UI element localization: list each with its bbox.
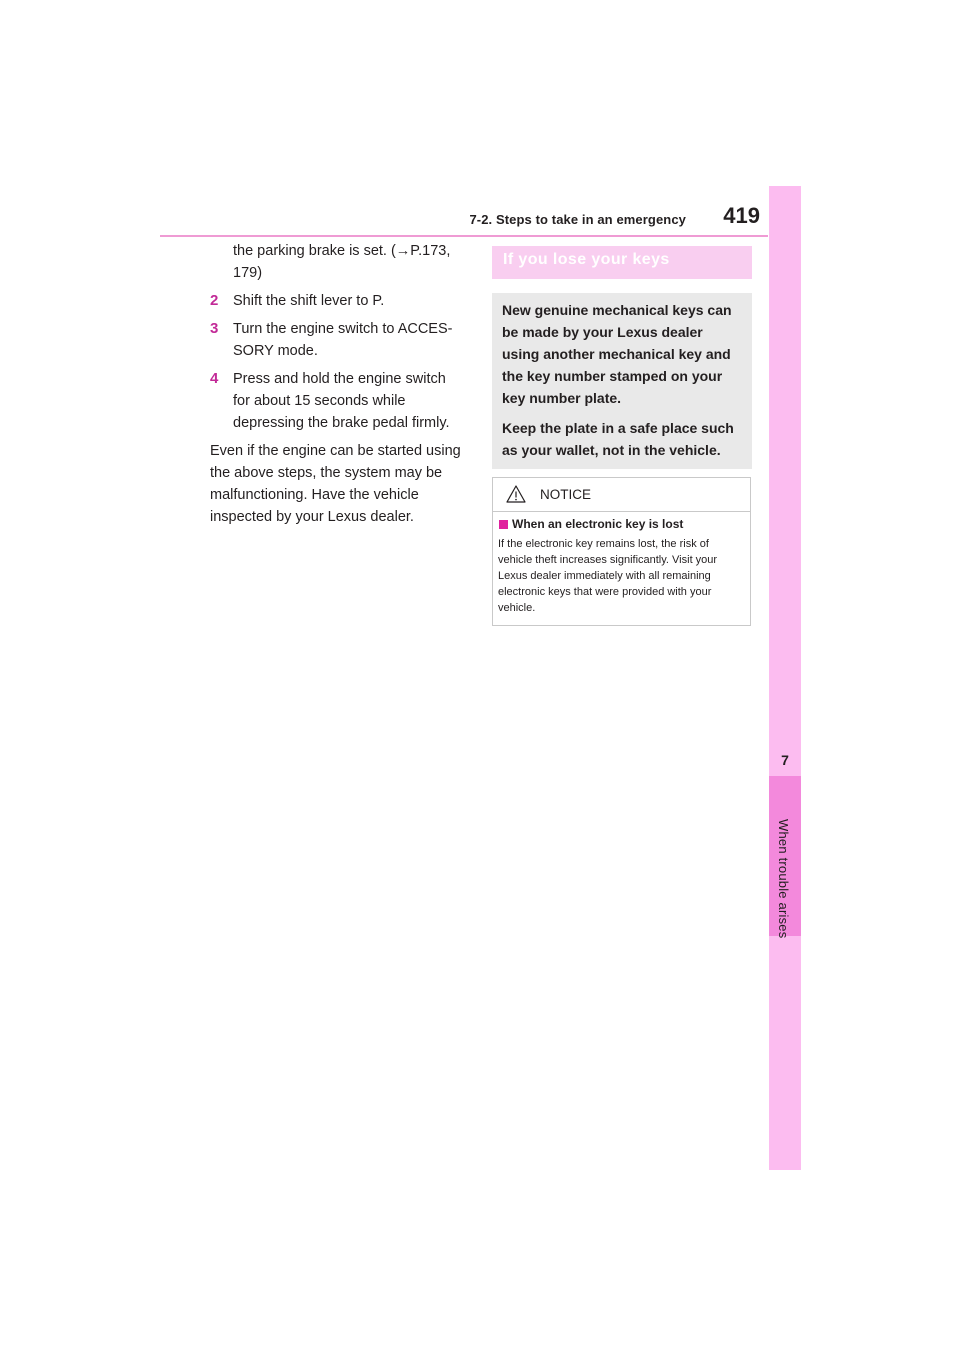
- notice-subheading: [498, 517, 745, 531]
- step-item: [210, 368, 466, 434]
- warning-triangle-icon: [506, 485, 526, 503]
- info-box: [492, 293, 752, 469]
- page-number: 419: [723, 203, 760, 228]
- chapter-side-tab: [769, 186, 801, 1170]
- chapter-number: 7: [781, 752, 789, 768]
- info-paragraph: New genuine mechanical keys can be made by your Lexus dealer using another mechanical key and the key number stamped on your key number plate.: [502, 302, 732, 406]
- step-item: [210, 318, 466, 362]
- section-title: 7-2. Steps to take in an emergency: [469, 212, 686, 227]
- notice-body: [493, 512, 750, 625]
- square-bullet-icon: [499, 520, 508, 529]
- notice-label: NOTICE: [540, 487, 592, 502]
- step-text: Turn the engine switch to ACCES-SORY mode.: [233, 321, 453, 359]
- chapter-title: When trouble arises: [776, 819, 791, 939]
- notice-box: [492, 477, 751, 626]
- step-text: Press and hold the engine switch for about 15 seconds while depressing the brake pedal firmly.: [233, 371, 450, 431]
- info-paragraph: Keep the plate in a safe place such as your wallet, not in the vehicle.: [502, 420, 734, 458]
- step-item: [210, 290, 466, 312]
- step-number: 4: [210, 370, 219, 387]
- page-header: [160, 203, 768, 236]
- left-column: [210, 240, 466, 528]
- section-heading-box: [492, 246, 752, 279]
- notice-text: If the electronic key remains lost, the risk of vehicle theft increases significantly. Visit your Lexus dealer immediately with all remaining electronic keys that were provided with your vehicle.: [498, 538, 718, 614]
- header-rule: [160, 235, 768, 237]
- body-paragraph: Even if the engine can be started using the above steps, the system may be malfunctioning. Have the vehicle inspected by your Lexus dealer.: [210, 443, 461, 525]
- notice-header: [493, 478, 750, 512]
- step-number: 3: [210, 320, 219, 337]
- right-column: [492, 246, 752, 626]
- section-heading: If you lose your keys: [503, 251, 670, 268]
- continued-step-text: the parking brake is set. (→P.173, 179): [233, 243, 451, 281]
- notice-subheading-text: When an electronic key is lost: [512, 517, 684, 531]
- step-text: Shift the shift lever to P.: [233, 293, 385, 309]
- step-number: 2: [210, 292, 219, 309]
